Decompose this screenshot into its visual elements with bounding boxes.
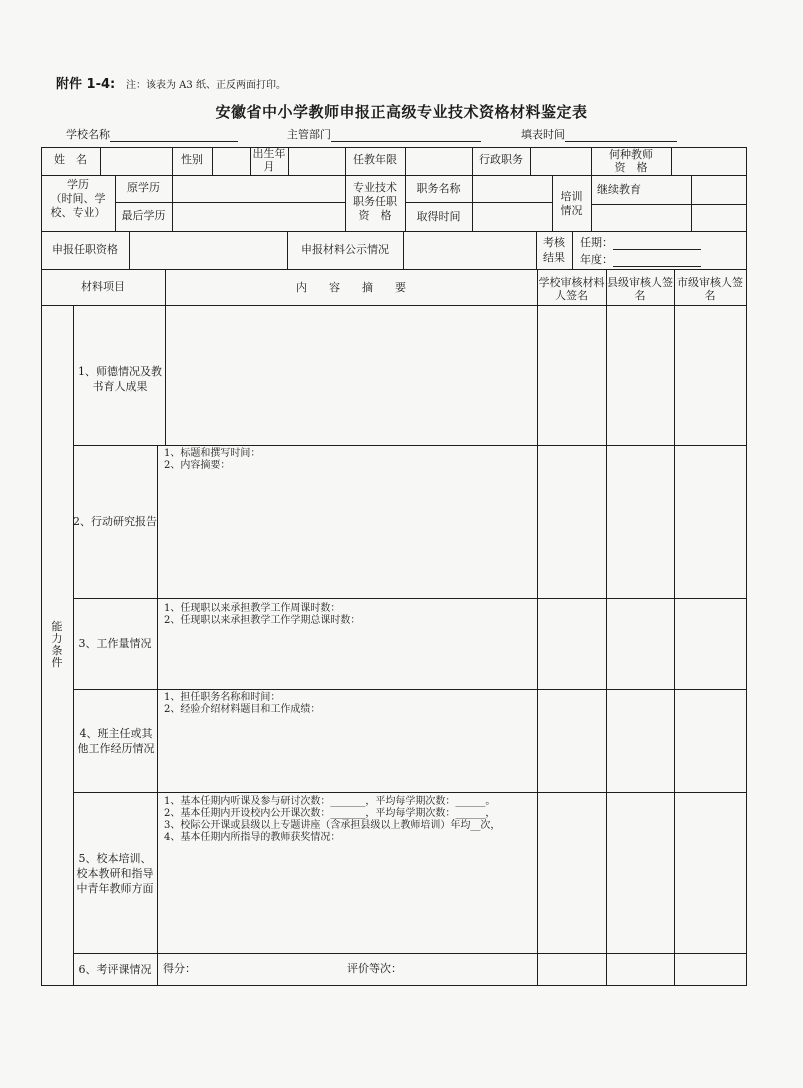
term-field[interactable] — [580, 236, 701, 250]
apply-qual-label: 申报任职资格 — [52, 243, 118, 256]
training-label: 培训 — [560, 190, 583, 203]
education-label-2: （时间、学 — [50, 192, 106, 205]
category-label: 能力条件 — [51, 620, 63, 669]
row1-div — [671, 147, 672, 175]
date-label: 填表时间 — [521, 128, 565, 141]
item-sep — [73, 445, 747, 446]
date-field[interactable] — [521, 126, 677, 142]
year-underline — [613, 256, 701, 267]
item-div — [157, 445, 158, 985]
item-label-training: 5、校本培训、校本教研和指导中青年教师方面 — [76, 852, 154, 895]
school-name-field[interactable] — [66, 126, 238, 142]
score-label: 得分： — [163, 962, 196, 975]
department-field[interactable] — [287, 126, 481, 142]
publicity-label: 申报材料公示情况 — [301, 243, 389, 256]
pro-tech-label-2: 职务任职 — [353, 195, 397, 208]
row1-div — [405, 147, 406, 175]
print-note: 注：该表为 A3 纸、正反两面打印。 — [126, 80, 286, 91]
gender-label: 性别 — [181, 153, 203, 166]
item-sep — [73, 792, 747, 793]
obtain-time-label: 取得时间 — [416, 210, 461, 223]
date-underline — [565, 129, 677, 142]
row2-div — [172, 175, 173, 231]
table-bottom-border — [41, 985, 747, 986]
row2-mid — [591, 204, 747, 205]
item-content-experience[interactable]: 1、担任职务名称和时间： 2、经验介绍材料题目和工作成绩： — [164, 692, 321, 715]
form-title: 安徽省中小学教师申报正高级专业技术资格材料鉴定表 — [215, 103, 588, 121]
education-label-3: 校、专业） — [50, 206, 106, 219]
row1-div — [288, 147, 289, 175]
pro-tech-label: 专业技术 — [353, 181, 397, 194]
row2-div — [591, 175, 592, 231]
name-label: 姓 名 — [54, 153, 87, 166]
name-input[interactable] — [100, 150, 172, 174]
school-name-label: 学校名称 — [66, 128, 110, 141]
term-underline — [613, 239, 701, 250]
col-div-city — [674, 269, 675, 985]
county-sign-header: 县级审核人签名 — [607, 276, 673, 302]
row1-bottom — [41, 175, 747, 176]
table-right-border — [746, 147, 747, 986]
item-content-workload[interactable]: 1、任现职以来承担教学工作周课时数： 2、任现职以来承担教学工作学期总课时数： — [164, 603, 361, 626]
teaching-years-label: 任教年限 — [353, 153, 397, 166]
pro-tech-label-3: 资 格 — [358, 209, 392, 222]
city-sign-header: 市级审核人签名 — [677, 276, 743, 302]
assess-label-2: 结果 — [543, 251, 565, 264]
school-sign-header: 学校审核材料人签名 — [538, 276, 605, 302]
row3-div — [572, 231, 573, 269]
term-label: 任期： — [580, 236, 613, 249]
department-label: 主管部门 — [287, 128, 331, 141]
item-label-workload: 3、工作量情况 — [78, 637, 152, 650]
content-column-header: 内 容 摘 要 — [296, 281, 406, 294]
assess-label: 考核 — [543, 236, 565, 249]
item-label-experience: 4、班主任或其他工作经历情况 — [77, 727, 155, 755]
row2-bottom — [41, 231, 747, 232]
grade-label: 评价等次： — [347, 962, 402, 975]
item-label-evaluation: 6、考评课情况 — [78, 963, 152, 976]
school-name-underline — [110, 129, 238, 142]
year-field[interactable] — [580, 253, 701, 267]
item-content-training[interactable]: 1、基本任期内听课及参与研讨次数：_______，平均每学期次数：______。 2、基本任期内开设校内公开课次数：_______，平均每学期次数：______， 3、校际公开课或县级以上专题讲座（含承担县级以上教师培训）年均__次， 4、基本任期内所指导的教师获奖情况： — [164, 796, 501, 843]
table-left-border — [41, 147, 42, 986]
year-label: 年度： — [580, 253, 613, 266]
original-edu-label: 原学历 — [127, 181, 160, 194]
row1-div — [212, 147, 213, 175]
teacher-qual-label: 何种教师 — [609, 148, 653, 161]
teacher-qual-label-2: 资 格 — [614, 161, 648, 174]
row2-mid — [115, 202, 345, 203]
continuing-edu-label: 继续教育 — [597, 183, 641, 196]
row2-div — [691, 175, 692, 231]
item-column-header: 材料项目 — [81, 280, 125, 293]
attachment-label: 附件 1-4: — [56, 77, 116, 92]
item-label-ethics: 1、师德情况及教书育人成果 — [78, 365, 162, 393]
item-content-research[interactable]: 1、标题和撰写时间： 2、内容摘要： — [164, 448, 261, 471]
training-label-2: 情况 — [560, 204, 583, 217]
item-sep — [73, 598, 747, 599]
row3-bottom — [41, 269, 747, 270]
birth-label: 出生年月 — [252, 147, 286, 173]
row3-div — [129, 231, 130, 269]
row2-mid — [405, 202, 552, 203]
row2-div — [472, 175, 473, 231]
education-label: 学历 — [67, 178, 89, 191]
admin-post-label: 行政职务 — [479, 153, 523, 166]
latest-edu-label: 最后学历 — [121, 209, 166, 222]
row1-div — [530, 147, 531, 175]
col-div-county — [606, 269, 607, 985]
item-label-research: 2、行动研究报告 — [73, 515, 157, 528]
item-div — [165, 305, 166, 445]
post-name-label: 职务名称 — [416, 182, 461, 195]
row3-div — [403, 231, 404, 269]
col-div-school — [537, 269, 538, 985]
item-sep — [73, 689, 747, 690]
department-underline — [331, 129, 481, 142]
thead-bottom — [41, 305, 747, 306]
item-sep — [73, 953, 747, 954]
